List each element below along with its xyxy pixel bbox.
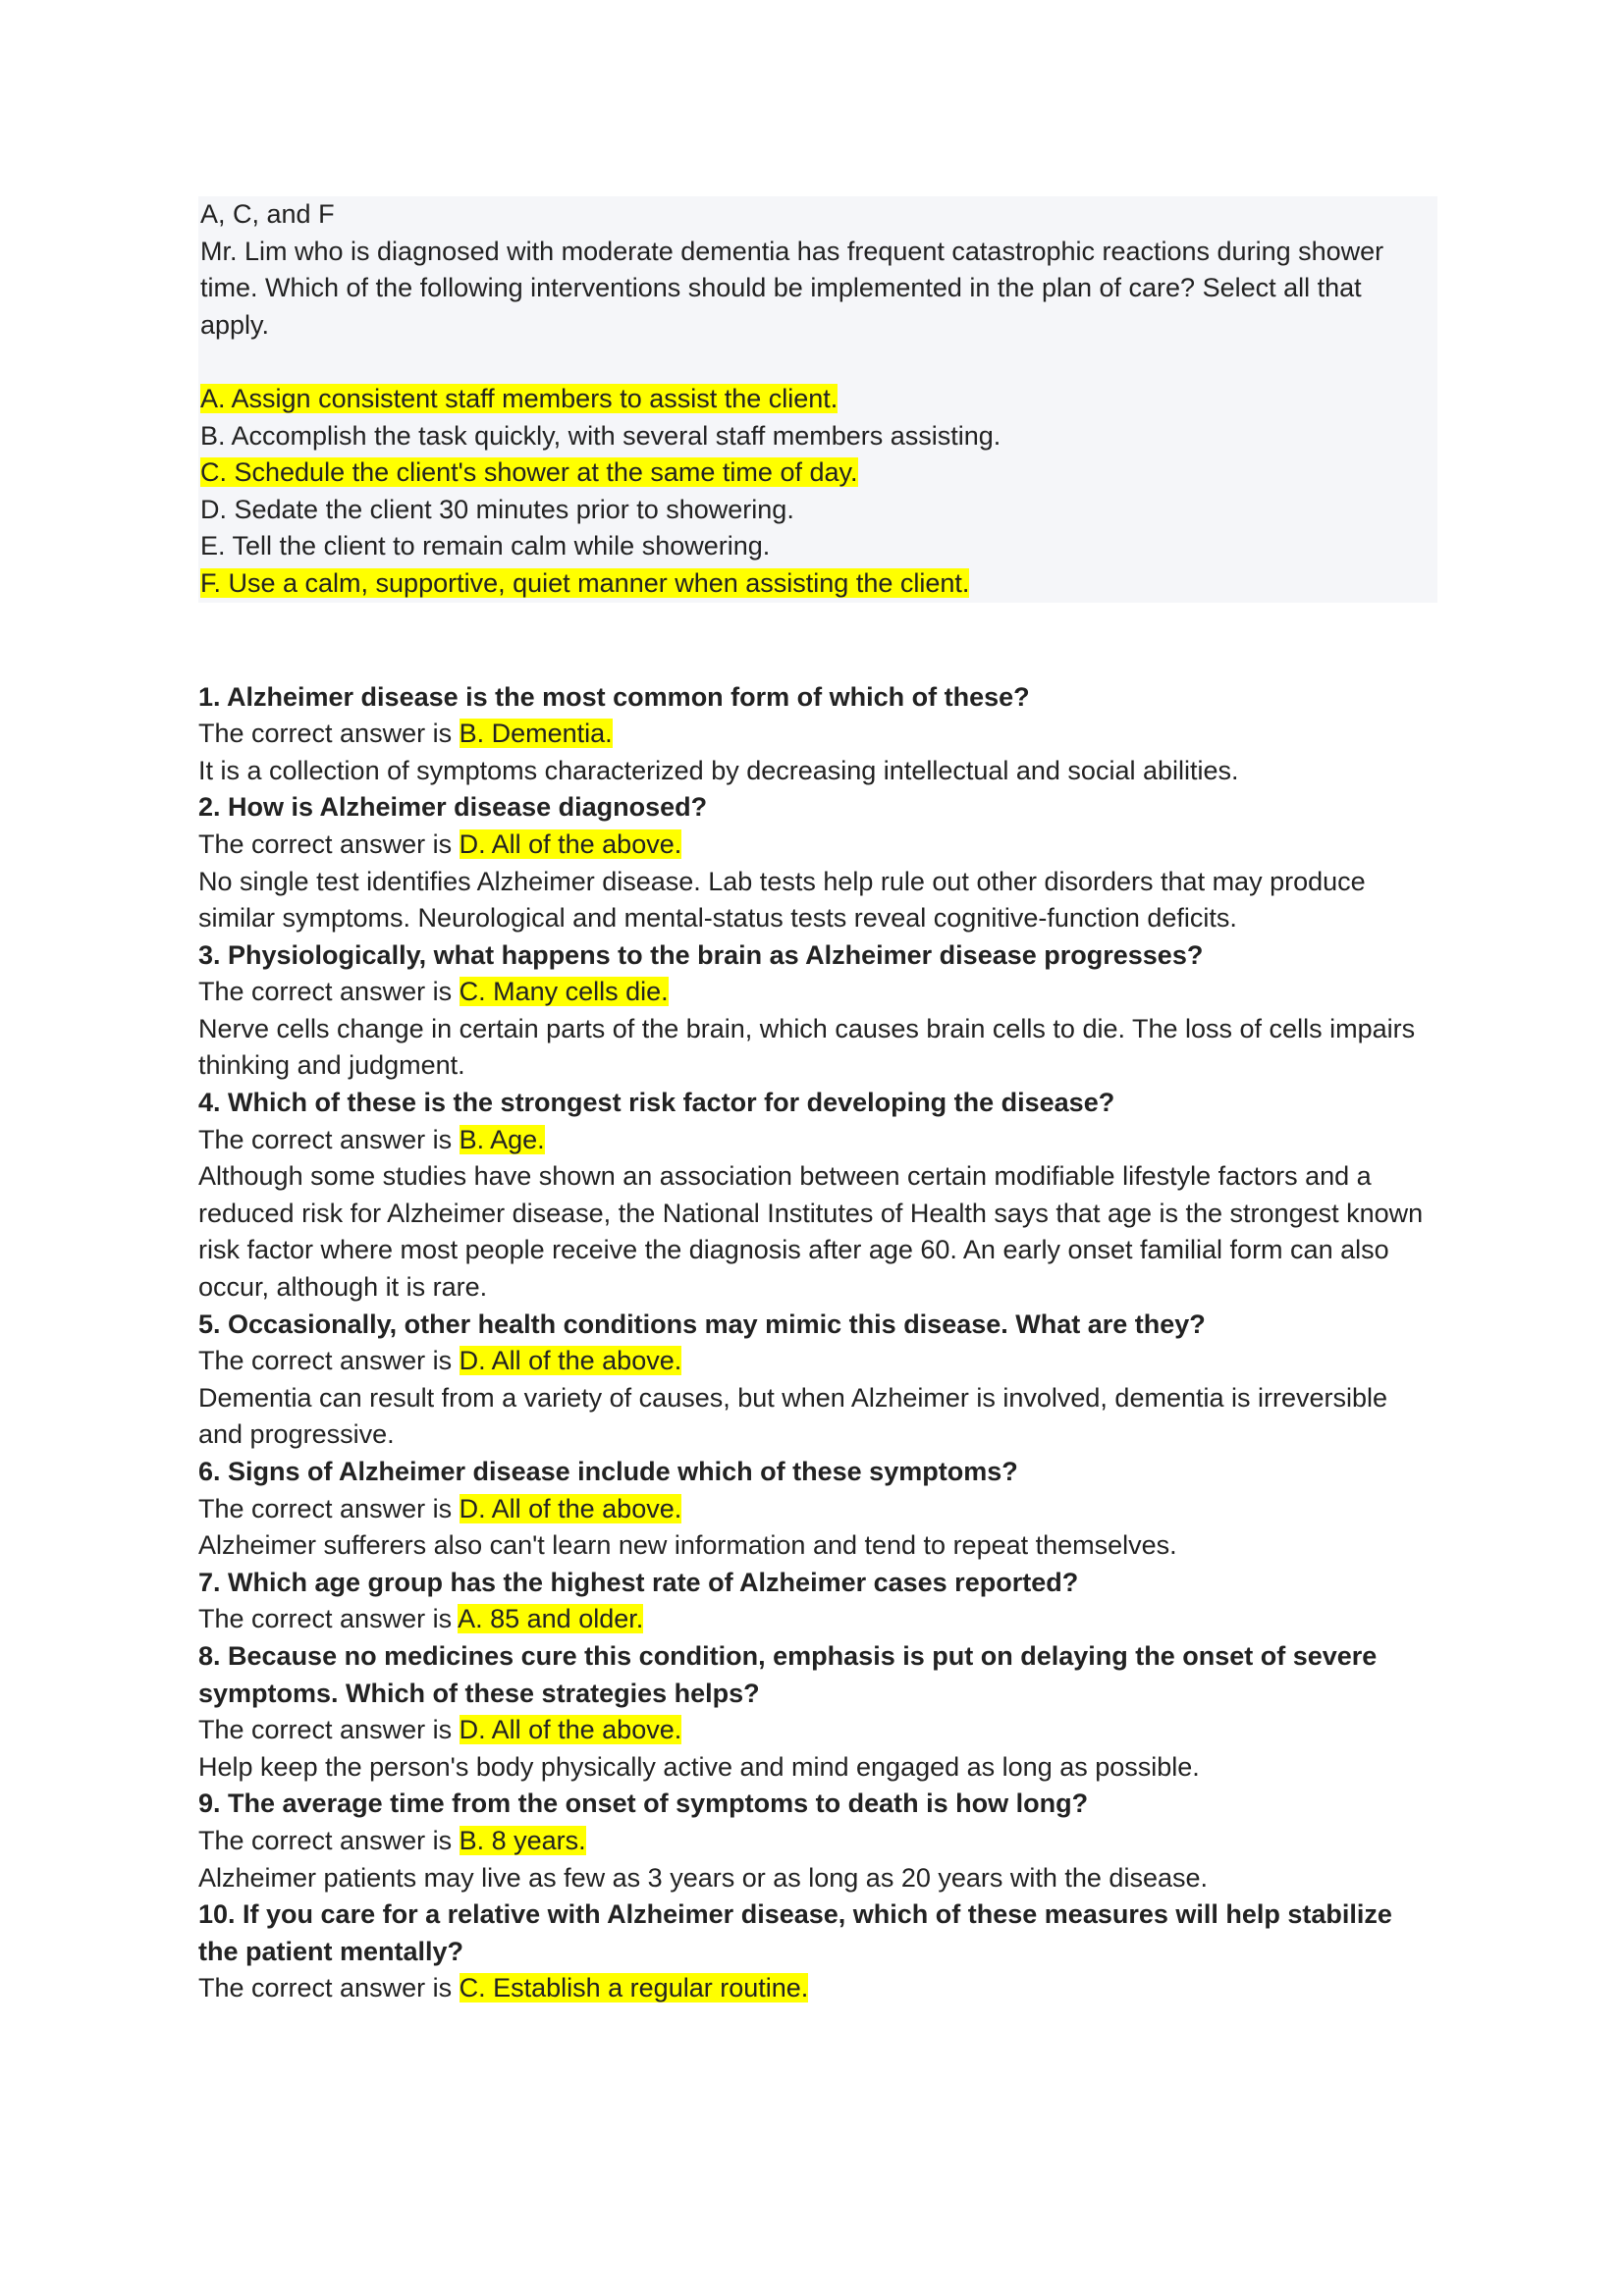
select-all-question-block	[198, 196, 1437, 603]
explanation-text: It is a collection of symptoms characterized by decreasing intellectual and social abilities.	[198, 755, 1239, 785]
question-heading: 6. Signs of Alzheimer disease include which of these symptoms?	[198, 1457, 1018, 1486]
question-text: Mr. Lim who is diagnosed with moderate dementia has frequent catastrophic reactions during shower time. Which of the following interventions should be implemented in the plan of care? Select all that apply.	[200, 236, 1384, 340]
option-text: B. Accomplish the task quickly, with several staff members assisting.	[200, 420, 1001, 451]
correct-answer: D. All of the above.	[459, 828, 682, 859]
answer-line	[198, 1343, 1437, 1380]
correct-answer: B. 8 years.	[459, 1825, 586, 1855]
answer-prefix: The correct answer is	[198, 828, 460, 859]
correct-answer: A. 85 and older.	[458, 1604, 644, 1634]
option-line	[200, 418, 1435, 455]
answer-line	[198, 974, 1437, 1011]
answer-line	[198, 716, 1437, 753]
correct-answer: D. All of the above.	[459, 1346, 682, 1376]
correct-answer: B. Age.	[459, 1124, 545, 1154]
option-text: E. Tell the client to remain calm while showering.	[200, 531, 771, 561]
explanation-text: Nerve cells change in certain parts of the brain, which causes brain cells to die. The loss of cells impairs thinking and judgment.	[198, 1013, 1416, 1081]
answer-line	[198, 827, 1437, 864]
answer-prefix: The correct answer is	[198, 1715, 460, 1745]
explanation-text: Help keep the person's body physically active and mind engaged as long as possible.	[198, 1751, 1200, 1782]
explanation-text: Dementia can result from a variety of causes, but when Alzheimer is involved, dementia is irreversible and progressive.	[198, 1382, 1388, 1450]
answer-line	[198, 1601, 1437, 1638]
answer-prefix: The correct answer is	[198, 1604, 459, 1634]
explanation-text: Alzheimer patients may live as few as 3 years or as long as 20 years with the disease.	[198, 1862, 1208, 1893]
question-heading: 9. The average time from the onset of symptoms to death is how long?	[198, 1789, 1089, 1819]
option-text: C. Schedule the client's shower at the same time of day.	[200, 457, 858, 488]
answer-line	[198, 1712, 1437, 1749]
question-heading: 8. Because no medicines cure this condition, emphasis is put on delaying the onset of severe symptoms. Which of these strategies helps?	[198, 1640, 1378, 1708]
question-heading: 7. Which age group has the highest rate of Alzheimer cases reported?	[198, 1567, 1079, 1597]
option-line	[200, 454, 1435, 492]
correct-answer: B. Dementia.	[459, 719, 613, 749]
option-text: A. Assign consistent staff members to assist the client.	[200, 383, 839, 413]
options-list	[200, 381, 1435, 603]
question-heading: 2. How is Alzheimer disease diagnosed?	[198, 792, 708, 823]
question-heading: 1. Alzheimer disease is the most common form of which of these?	[198, 681, 1030, 712]
explanation-text: Although some studies have shown an association between certain modifiable lifestyle factors and a reduced risk for Alzheimer disease, the National Institutes of Health says that age is the strongest known risk factor where most people receive the diagnosis after age 60. An early onset familial form can also occur, although it is rare.	[198, 1161, 1424, 1303]
answer-prefix: The correct answer is	[198, 1493, 460, 1523]
answer-prefix: The correct answer is	[198, 977, 460, 1007]
answer-prefix: The correct answer is	[198, 1124, 460, 1154]
answer-line	[198, 1122, 1437, 1159]
correct-answer: C. Many cells die.	[459, 977, 669, 1007]
answer-prefix: The correct answer is	[198, 1825, 460, 1855]
question-heading: 5. Occasionally, other health conditions may mimic this disease. What are they?	[198, 1308, 1206, 1339]
option-text: D. Sedate the client 30 minutes prior to showering.	[200, 494, 794, 524]
option-line	[200, 381, 1435, 418]
correct-answer: D. All of the above.	[459, 1715, 682, 1745]
question-heading: 4. Which of these is the strongest risk factor for developing the disease?	[198, 1088, 1115, 1118]
answer-key-line: A, C, and F	[200, 199, 335, 229]
option-line	[200, 565, 1435, 603]
answer-line	[198, 1491, 1437, 1528]
answer-prefix: The correct answer is	[198, 1346, 460, 1376]
option-line	[200, 492, 1435, 529]
answer-prefix: The correct answer is	[198, 1973, 460, 2003]
explanation-text: No single test identifies Alzheimer disease. Lab tests help rule out other disorders that may produce similar symptoms. Neurological and mental-status tests reveal cognitive-function deficits.	[198, 866, 1366, 934]
answer-line	[198, 1970, 1437, 2007]
correct-answer: D. All of the above.	[459, 1493, 682, 1523]
question-heading: 3. Physiologically, what happens to the brain as Alzheimer disease progresses?	[198, 939, 1204, 970]
blank-line	[200, 344, 1435, 381]
option-line	[200, 528, 1435, 565]
correct-answer: C. Establish a regular routine.	[459, 1973, 809, 2003]
answer-line	[198, 1823, 1437, 1860]
question-heading: 10. If you care for a relative with Alzheimer disease, which of these measures will help stabilize the patient mentally?	[198, 1899, 1392, 1966]
answer-prefix: The correct answer is	[198, 719, 460, 749]
document-page	[198, 196, 1437, 2007]
option-text: F. Use a calm, supportive, quiet manner when assisting the client.	[200, 567, 970, 598]
qa-list	[198, 679, 1437, 2007]
explanation-text: Alzheimer sufferers also can't learn new information and tend to repeat themselves.	[198, 1530, 1177, 1561]
